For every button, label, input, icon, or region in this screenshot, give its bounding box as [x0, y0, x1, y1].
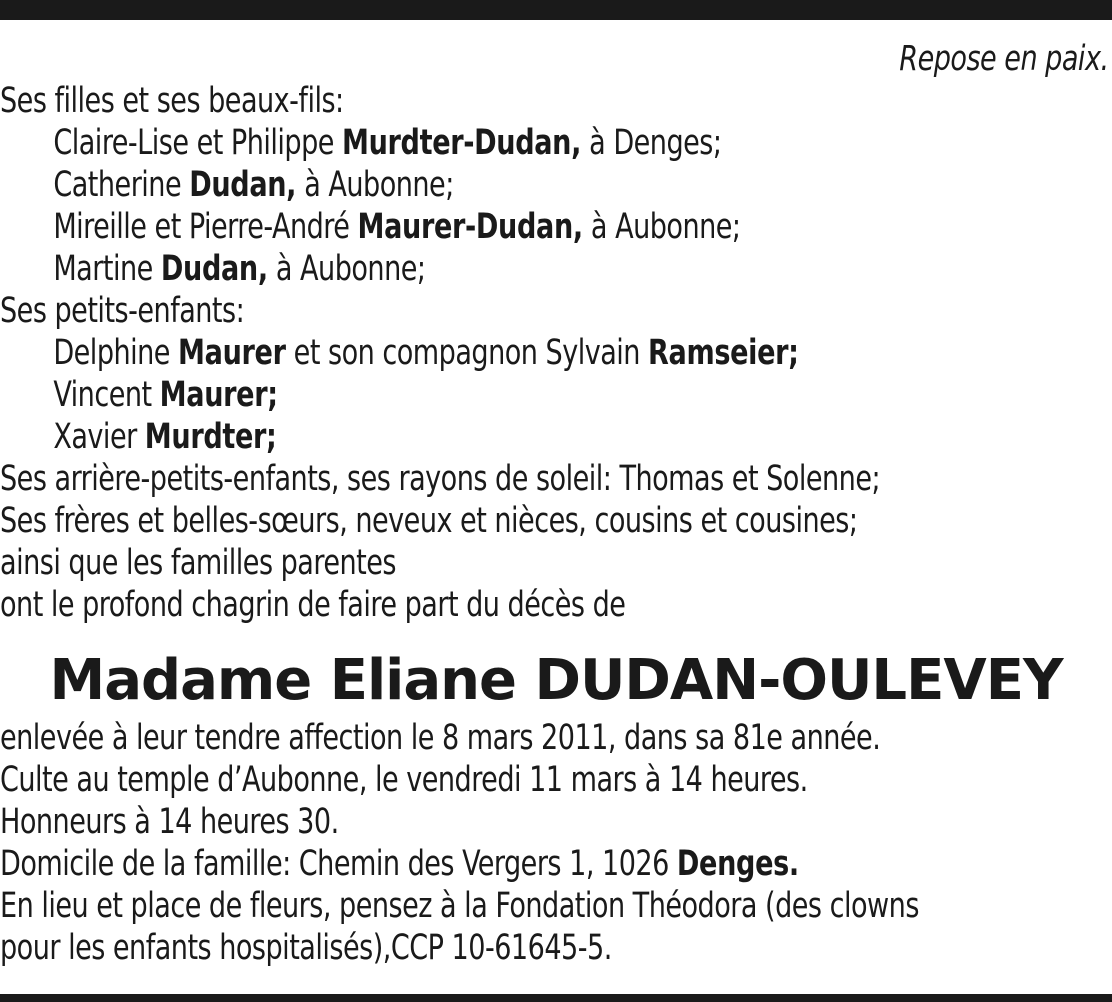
- top-rule: [0, 0, 1112, 20]
- grandchildren-label: Ses petits-enfants:: [0, 291, 245, 331]
- daughters-label: Ses filles et ses beaux-fils:: [0, 81, 344, 121]
- grandchild: Vincent Maurer;: [53, 375, 278, 415]
- great-grandchildren-line: Ses arrière-petits-enfants, ses rayons de soleil: Thomas et Solenne;: [0, 459, 881, 499]
- donation-line: En lieu et place de fleurs, pensez à la Fondation Théodora (des clowns: [0, 886, 919, 926]
- family-member: Claire-Lise et Philippe Murdter-Dudan, à Denges;: [53, 123, 722, 163]
- announcement-line: ont le profond chagrin de faire part du décès de: [0, 585, 626, 625]
- deceased-name: Madame Eliane DUDAN-OULEVEY: [49, 648, 1063, 713]
- death-date-line: enlevée à leur tendre affection le 8 mars 2011, dans sa 81e année.: [0, 718, 881, 758]
- siblings-line: Ses frères et belles-sœurs, neveux et nièces, cousins et cousines;: [0, 501, 858, 541]
- grandchild: Xavier Murdter;: [53, 417, 277, 457]
- grandchild: Delphine Maurer et son compagnon Sylvain Ramseier;: [53, 333, 799, 373]
- relatives-line: ainsi que les familles parentes: [0, 543, 396, 583]
- service-line: Culte au temple d’Aubonne, le vendredi 11 mars à 14 heures.: [0, 760, 808, 800]
- family-member: Mireille et Pierre-André Maurer-Dudan, à Aubonne;: [53, 207, 741, 247]
- family-member: Catherine Dudan, à Aubonne;: [53, 165, 454, 205]
- family-announcement: [0, 38, 1112, 626]
- bottom-rule: [0, 994, 1112, 1002]
- family-member: Martine Dudan, à Aubonne;: [53, 249, 426, 289]
- service-details: [0, 717, 1112, 969]
- donation-line: pour les enfants hospitalisés),CCP 10-61645-5.: [0, 928, 612, 968]
- honours-line: Honneurs à 14 heures 30.: [0, 802, 339, 842]
- closing-phrase: Repose en paix.: [899, 39, 1109, 79]
- domicile-line: Domicile de la famille: Chemin des Vergers 1, 1026 Denges.: [0, 844, 799, 884]
